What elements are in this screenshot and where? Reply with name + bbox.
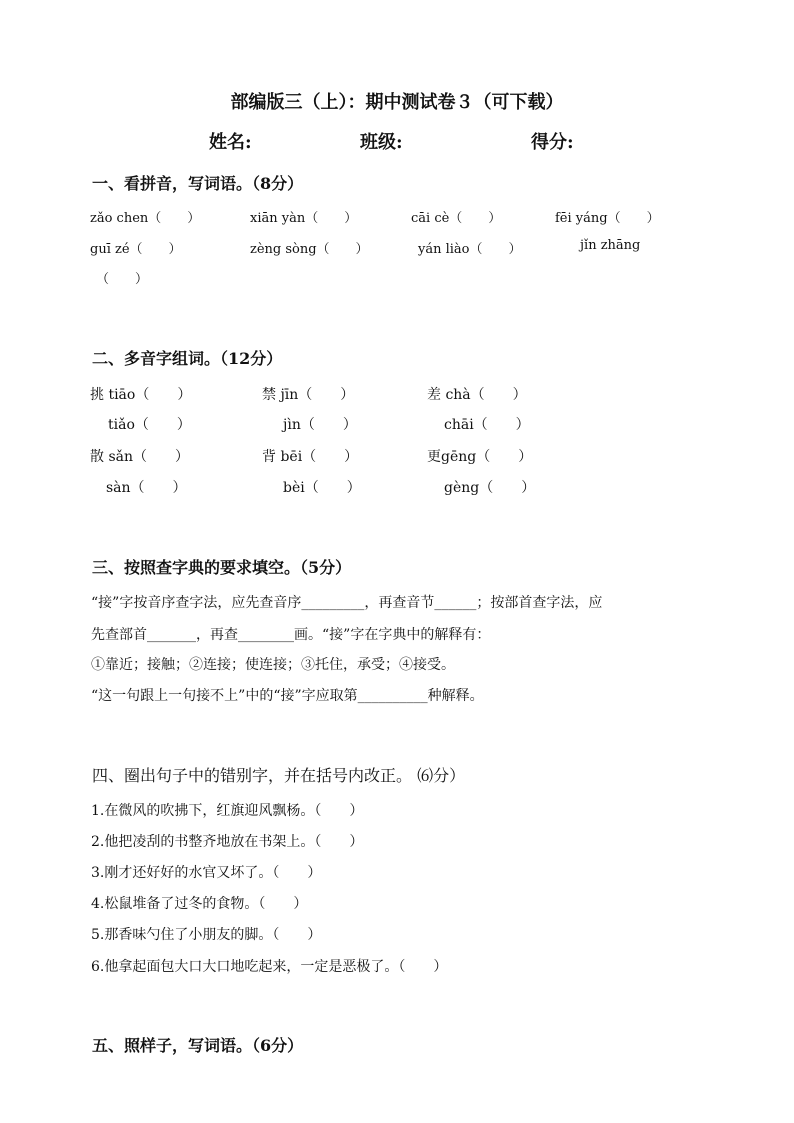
sentence-item: 1.在微风的吹拂下，红旗迎风飘杨。（ ） xyxy=(91,803,364,819)
sentence-item: 5.那香味勺住了小朋友的脚。（ ） xyxy=(91,927,322,943)
section-4-title: 四、圈出句子中的错别字，并在括号内改正。 ⑹分） xyxy=(92,766,466,785)
pinyin-item: xiān yàn（ ） xyxy=(250,211,358,226)
polyphone-item: 禁 jīn（ ） xyxy=(262,387,355,403)
polyphone-item: tiǎo（ ） xyxy=(108,417,191,433)
pinyin-item: fēi yáng（ ） xyxy=(555,211,660,226)
polyphone-item: 散 sǎn（ ） xyxy=(90,449,189,465)
class-label: 班级: xyxy=(360,132,403,153)
polyphone-item: 背 bēi（ ） xyxy=(262,449,359,465)
polyphone-item: 更gēng（ ） xyxy=(427,449,533,465)
polyphone-item: 挑 tiāo（ ） xyxy=(90,387,192,403)
score-label: 得分: xyxy=(531,132,574,153)
sentence-item: 3.刚才还好好的水官又坏了。（ ） xyxy=(91,865,322,881)
sentence-item: 4.松鼠堆备了过冬的食物。（ ） xyxy=(91,896,308,912)
pinyin-item: yán liào（ ） xyxy=(418,242,522,257)
pinyin-item: cāi cè（ ） xyxy=(411,211,502,226)
pinyin-item: guī zé（ ） xyxy=(90,242,182,257)
pinyin-item: jǐn zhāng xyxy=(580,238,641,253)
polyphone-item: sàn（ ） xyxy=(106,480,187,496)
pinyin-item: zǎo chen（ ） xyxy=(90,211,201,226)
section-1-title: 一、看拼音，写词语。（8分） xyxy=(92,174,304,193)
name-label: 姓名: xyxy=(209,132,252,153)
polyphone-item: jìn（ ） xyxy=(283,417,357,433)
dictionary-line: 先查部首_______，再查________画。“接”字在字典中的解释有： xyxy=(91,627,491,643)
section-5-title: 五、照样子，写词语。（6分） xyxy=(92,1036,304,1055)
section-2-title: 二、多音字组词。（12分） xyxy=(92,349,283,368)
dictionary-line: ①靠近；接触；②连接；使连接；③托住，承受；④接受。 xyxy=(91,657,455,673)
polyphone-item: chāi（ ） xyxy=(444,417,530,433)
sentence-item: 6.他拿起面包大口大口地吃起来，一定是恶极了。（ ） xyxy=(91,959,448,975)
sentence-item: 2.他把凌刮的书整齐地放在书架上。（ ） xyxy=(91,834,364,850)
dictionary-line: “这一句跟上一句接不上”中的“接”字应取第__________种解释。 xyxy=(91,688,484,704)
dictionary-line: “接”字按音序查字法，应先查音序_________，再查音节______；按部首查字法，应 xyxy=(91,595,603,611)
pinyin-item: zèng sòng（ ） xyxy=(250,242,369,257)
pinyin-item: （ ） xyxy=(96,272,149,287)
polyphone-item: 差 chà（ ） xyxy=(427,387,527,403)
section-3-title: 三、按照查字典的要求填空。（5分） xyxy=(92,558,352,577)
page-title: 部编版三（上）：期中测试卷３（可下载） xyxy=(230,92,564,113)
polyphone-item: bèi（ ） xyxy=(283,480,361,496)
polyphone-item: gèng（ ） xyxy=(444,480,536,496)
